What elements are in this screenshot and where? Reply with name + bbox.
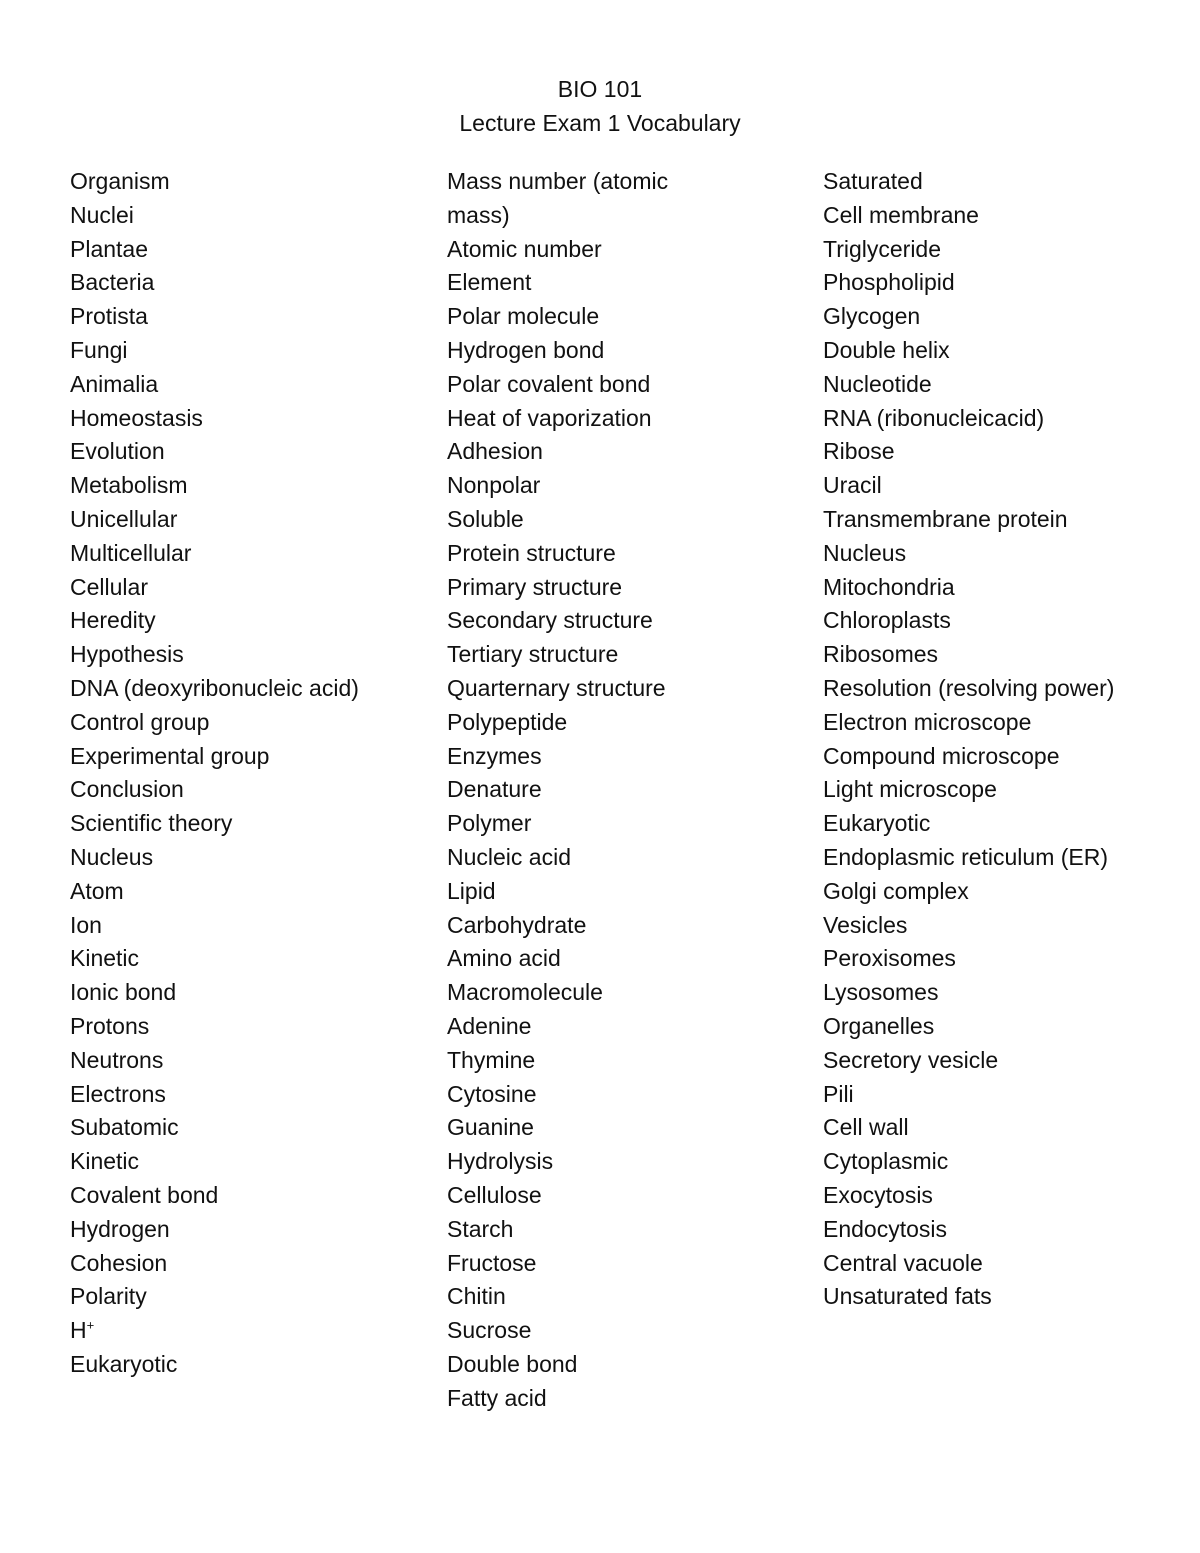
vocabulary-term: RNA (ribonucleicacid): [823, 404, 1045, 431]
vocabulary-term: Atomic number: [447, 235, 602, 262]
vocabulary-term: Nucleic acid: [447, 843, 571, 870]
vocabulary-term: Central vacuole: [823, 1249, 983, 1276]
vocabulary-term: Resolution (resolving power): [823, 674, 1115, 701]
vocabulary-term: Cytoplasmic: [823, 1148, 949, 1175]
vocabulary-term: Double helix: [823, 336, 950, 363]
vocabulary-term: Quarternary structure: [447, 674, 666, 701]
vocabulary-term: Eukaryotic: [823, 810, 931, 837]
vocabulary-term: Triglyceride: [823, 235, 942, 262]
vocabulary-term: Protista: [70, 303, 148, 330]
vocabulary-term: Bacteria: [70, 269, 155, 296]
vocabulary-term: Animalia: [70, 370, 159, 397]
vocabulary-term: Double bond: [447, 1350, 578, 1377]
vocabulary-term: Hypothesis: [70, 641, 184, 668]
vocabulary-term: Homeostasis: [70, 404, 203, 431]
vocabulary-term: Kinetic: [70, 945, 140, 972]
vocabulary-term: Nonpolar: [447, 472, 541, 499]
vocabulary-term: Hydrolysis: [447, 1148, 554, 1175]
charge-superscript: +: [86, 1317, 95, 1333]
vocabulary-term: Conclusion: [70, 776, 184, 803]
vocabulary-term: Nucleotide: [823, 370, 932, 397]
vocabulary-term: Cell wall: [823, 1114, 909, 1141]
vocabulary-term: Starch: [447, 1215, 514, 1242]
vocabulary-term: Hydrogen bond: [447, 336, 605, 363]
vocabulary-term: Kinetic: [70, 1148, 140, 1175]
vocabulary-term: Enzymes: [447, 742, 542, 769]
vocabulary-term: Fructose: [447, 1249, 537, 1276]
vocabulary-term: Transmembrane protein: [823, 505, 1068, 532]
vocabulary-term: Scientific theory: [70, 810, 233, 837]
vocabulary-column-3: [823, 165, 1143, 1314]
document-header: [0, 72, 1200, 140]
vocabulary-term: Element: [447, 269, 532, 296]
vocabulary-term: Multicellular: [70, 539, 192, 566]
vocabulary-term: Sucrose: [447, 1317, 532, 1344]
vocabulary-term: Nucleus: [823, 539, 907, 566]
vocabulary-term: Endoplasmic reticulum (ER): [823, 843, 1109, 870]
vocabulary-column-2: [447, 165, 722, 1415]
document-title: Lecture Exam 1 Vocabulary: [459, 110, 741, 136]
vocabulary-term: Covalent bond: [70, 1181, 219, 1208]
vocabulary-term: Chitin: [447, 1283, 506, 1310]
vocabulary-term: Polarity: [70, 1283, 147, 1310]
vocabulary-term: Unsaturated fats: [823, 1283, 992, 1310]
vocabulary-term: Pili: [823, 1080, 854, 1107]
vocabulary-term: Soluble: [447, 505, 524, 532]
vocabulary-term: Tertiary structure: [447, 641, 619, 668]
vocabulary-term: Heredity: [70, 607, 156, 634]
vocabulary-term: Saturated: [823, 168, 923, 194]
vocabulary-term: Atom: [70, 877, 124, 904]
vocabulary-term: Endocytosis: [823, 1215, 948, 1242]
vocabulary-term: Denature: [447, 776, 542, 803]
vocabulary-term: Cellulose: [447, 1181, 542, 1208]
vocabulary-term: Polypeptide: [447, 708, 568, 735]
vocabulary-term: Adhesion: [447, 438, 543, 465]
vocabulary-term: Subatomic: [70, 1114, 179, 1141]
vocabulary-term: Ribose: [823, 438, 895, 465]
vocabulary-term: Polar covalent bond: [447, 370, 651, 397]
vocabulary-term: Uracil: [823, 472, 882, 499]
vocabulary-term: Mass number (atomic mass): [447, 168, 669, 228]
vocabulary-term: Amino acid: [447, 945, 561, 972]
vocabulary-term: Guanine: [447, 1114, 534, 1141]
vocabulary-term: Fatty acid: [447, 1384, 547, 1411]
vocabulary-term: DNA (deoxyribonucleic acid): [70, 674, 359, 701]
vocabulary-term: Lipid: [447, 877, 496, 904]
vocabulary-term: Polar molecule: [447, 303, 600, 330]
vocabulary-term: Golgi complex: [823, 877, 969, 904]
vocabulary-term: Cytosine: [447, 1080, 537, 1107]
vocabulary-term: Lysosomes: [823, 979, 939, 1006]
vocabulary-term: Primary structure: [447, 573, 623, 600]
vocabulary-term: Evolution: [70, 438, 165, 465]
vocabulary-term: Light microscope: [823, 776, 997, 803]
vocabulary-term: Polymer: [447, 810, 532, 837]
vocabulary-term: H+: [70, 1317, 95, 1344]
vocabulary-term: Thymine: [447, 1046, 536, 1073]
vocabulary-term: Electron microscope: [823, 708, 1032, 735]
vocabulary-term: Electrons: [70, 1080, 166, 1107]
vocabulary-term: Plantae: [70, 235, 149, 262]
course-title: BIO 101: [557, 76, 643, 102]
vocabulary-term: Macromolecule: [447, 979, 603, 1006]
vocabulary-term: Chloroplasts: [823, 607, 951, 634]
vocabulary-term: Compound microscope: [823, 742, 1060, 769]
vocabulary-term: Exocytosis: [823, 1181, 933, 1208]
vocabulary-term: Ribosomes: [823, 641, 939, 668]
vocabulary-column-1: [70, 165, 360, 1382]
vocabulary-term: Cohesion: [70, 1249, 168, 1276]
vocabulary-term: Fungi: [70, 336, 128, 363]
vocabulary-term: Heat of vaporization: [447, 404, 652, 431]
vocabulary-term: Nucleus: [70, 843, 154, 870]
vocabulary-term: Carbohydrate: [447, 911, 587, 938]
vocabulary-term: Adenine: [447, 1012, 532, 1039]
vocabulary-term: Hydrogen: [70, 1215, 170, 1242]
vocabulary-term: Glycogen: [823, 303, 921, 330]
vocabulary-term: Protein structure: [447, 539, 616, 566]
vocabulary-term: Metabolism: [70, 472, 188, 499]
vocabulary-term: Secretory vesicle: [823, 1046, 999, 1073]
vocabulary-term: Protons: [70, 1012, 150, 1039]
vocabulary-term: Peroxisomes: [823, 945, 956, 972]
vocabulary-term: Organelles: [823, 1012, 935, 1039]
vocabulary-term: Ion: [70, 911, 102, 938]
vocabulary-term: Vesicles: [823, 911, 908, 938]
vocabulary-term: Cellular: [70, 573, 148, 600]
vocabulary-term: Eukaryotic: [70, 1350, 178, 1377]
vocabulary-term: Ionic bond: [70, 979, 177, 1006]
vocabulary-term: Experimental group: [70, 742, 270, 769]
vocabulary-term: Phospholipid: [823, 269, 955, 296]
vocabulary-term: Cell membrane: [823, 201, 979, 228]
vocabulary-term: Organism: [70, 168, 170, 194]
vocabulary-term: Secondary structure: [447, 607, 653, 634]
vocabulary-term: Neutrons: [70, 1046, 164, 1073]
vocabulary-term: Mitochondria: [823, 573, 955, 600]
vocabulary-term: Nuclei: [70, 201, 134, 228]
vocabulary-term: Unicellular: [70, 505, 178, 532]
vocabulary-term: Control group: [70, 708, 210, 735]
